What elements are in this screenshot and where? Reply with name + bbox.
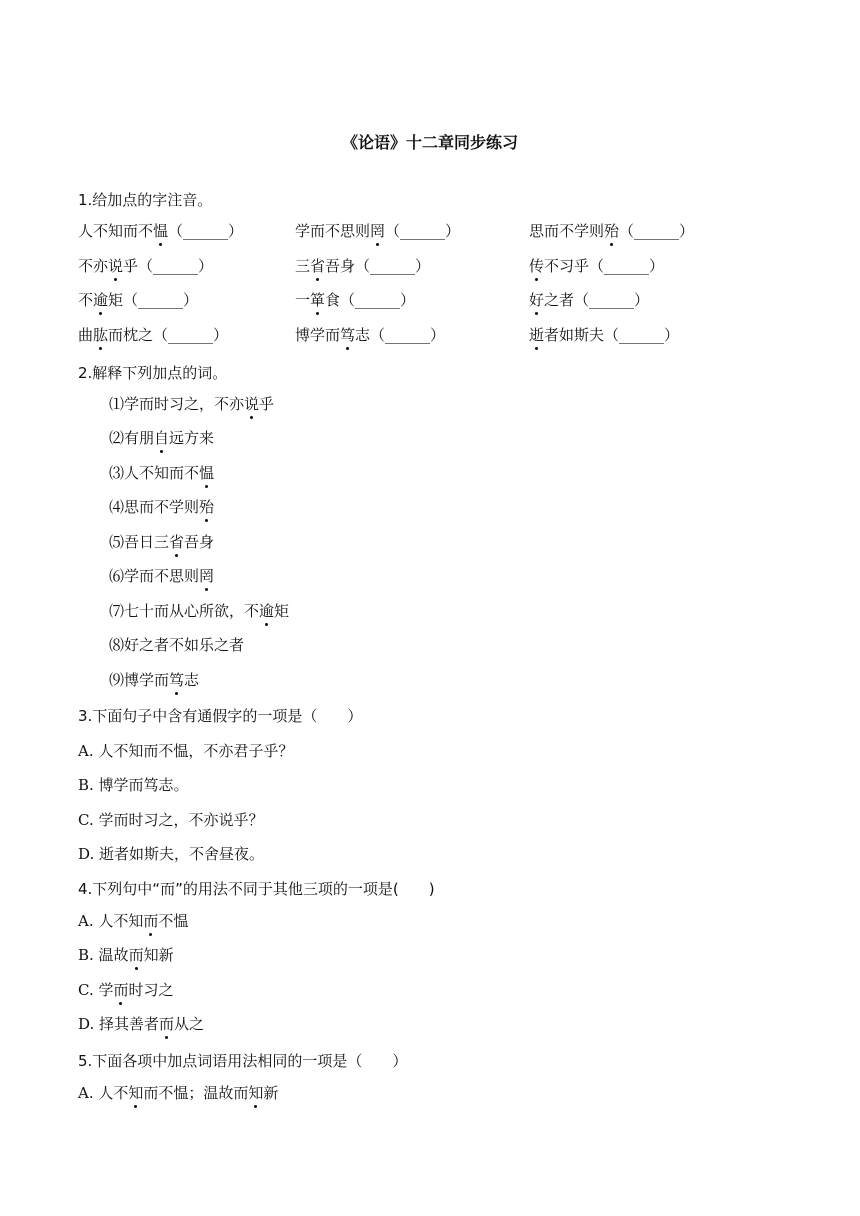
answer-blank: 志（______） bbox=[355, 326, 446, 344]
dotted-char: 说 bbox=[108, 257, 124, 275]
q1-item-text: 三 bbox=[295, 257, 311, 275]
q1-item bbox=[295, 324, 445, 346]
dotted-char: 传 bbox=[529, 257, 545, 275]
q2-item-text: 志 bbox=[184, 671, 200, 689]
q2-item-text: ⑸吾日三 bbox=[109, 533, 170, 551]
q1-item bbox=[529, 324, 679, 346]
q3-heading: 3.下面句子中含有通假字的一项是（ ） bbox=[78, 707, 363, 725]
q5-heading: 5.下面各项中加点词语用法相同的一项是（ ） bbox=[78, 1052, 408, 1070]
q2-item-text: ⑹学而不思则 bbox=[109, 567, 200, 585]
q1-item bbox=[78, 324, 228, 346]
q2-item-text: ⑺七十而从心所欲，不 bbox=[109, 602, 260, 620]
q2-item bbox=[109, 427, 214, 449]
dotted-char: 愠 bbox=[199, 464, 215, 482]
q1-item bbox=[78, 220, 243, 242]
q2-item bbox=[109, 462, 214, 484]
dotted-char: 肱 bbox=[93, 326, 109, 344]
dotted-char: 逾 bbox=[259, 602, 275, 620]
q5-option-text: A. 人不 bbox=[78, 1084, 129, 1102]
q1-item bbox=[295, 289, 415, 311]
answer-blank: 吾身（______） bbox=[325, 257, 431, 275]
q1-item-text: 博学而 bbox=[295, 326, 341, 344]
q4-option-text: 不愠 bbox=[158, 912, 189, 930]
dotted-char: 省 bbox=[169, 533, 185, 551]
dotted-char: 而 bbox=[159, 1015, 175, 1033]
q1-item-text: 曲 bbox=[78, 326, 94, 344]
dotted-char: 而 bbox=[128, 946, 144, 964]
q3-option-b: B. 博学而笃志。 bbox=[78, 776, 189, 794]
q3-option-d: D. 逝者如斯夫，不舍昼夜。 bbox=[78, 845, 265, 863]
q3-option-c: C. 学而时习之，不亦说乎？ bbox=[78, 811, 264, 829]
answer-blank: （______） bbox=[619, 222, 695, 240]
q1-item bbox=[295, 255, 430, 277]
q4-option-d bbox=[78, 1013, 204, 1035]
dotted-char: 而 bbox=[113, 981, 129, 999]
q2-item bbox=[109, 393, 274, 415]
q1-item-text: 思而不学则 bbox=[529, 222, 605, 240]
q1-item-text: 学而不思则 bbox=[295, 222, 371, 240]
q4-option-b bbox=[78, 944, 174, 966]
q1-item-text: 一 bbox=[295, 291, 311, 309]
dotted-char: 省 bbox=[310, 257, 326, 275]
q2-item-text: 乎 bbox=[259, 395, 275, 413]
answer-blank: （______） bbox=[385, 222, 461, 240]
q2-item-text: 吾身 bbox=[184, 533, 215, 551]
q4-option-text: 从之 bbox=[174, 1015, 205, 1033]
dotted-char: 自 bbox=[154, 429, 170, 447]
dotted-char: 愠 bbox=[153, 222, 169, 240]
q4-option-text: A. 人不知 bbox=[78, 912, 144, 930]
q1-item bbox=[78, 289, 198, 311]
answer-blank: 矩（______） bbox=[108, 291, 199, 309]
q4-option-text: B. 温故 bbox=[78, 946, 129, 964]
q1-item bbox=[529, 289, 649, 311]
answer-blank: 者如斯夫（______） bbox=[544, 326, 680, 344]
q2-item-text: ⑵有朋 bbox=[109, 429, 155, 447]
page-title: 《论语》十二章同步练习 bbox=[341, 133, 518, 152]
answer-blank: 乎（______） bbox=[123, 257, 214, 275]
answer-blank: 食（______） bbox=[325, 291, 416, 309]
q2-item-text: ⑷思而不学则 bbox=[109, 498, 200, 516]
dotted-char: 箪 bbox=[310, 291, 326, 309]
dotted-char: 罔 bbox=[199, 567, 215, 585]
q1-item-text: 不亦 bbox=[78, 257, 109, 275]
answer-blank: 不习乎（______） bbox=[544, 257, 665, 275]
q4-option-text: C. 学 bbox=[78, 981, 114, 999]
q2-item bbox=[109, 531, 214, 553]
q1-item-text: 不 bbox=[78, 291, 94, 309]
q4-option-a bbox=[78, 910, 188, 932]
q5-option-text: 而不愠；温故而 bbox=[143, 1084, 249, 1102]
dotted-char: 逾 bbox=[93, 291, 109, 309]
dotted-char: 而 bbox=[143, 912, 159, 930]
dotted-char: 殆 bbox=[604, 222, 620, 240]
q4-option-text: 时习之 bbox=[128, 981, 174, 999]
q1-item bbox=[78, 255, 213, 277]
dotted-char: 知 bbox=[128, 1084, 144, 1102]
q1-item bbox=[529, 220, 694, 242]
q5-option-text: 新 bbox=[263, 1084, 279, 1102]
dotted-char: 逝 bbox=[529, 326, 545, 344]
q2-item-text: ⑶人不知而不 bbox=[109, 464, 200, 482]
dotted-char: 殆 bbox=[199, 498, 215, 516]
q2-item-text: ⑼博学而 bbox=[109, 671, 170, 689]
q4-option-text: 知新 bbox=[143, 946, 174, 964]
q1-item-text: 人不知而不 bbox=[78, 222, 154, 240]
q2-item-text: 矩 bbox=[274, 602, 290, 620]
q2-item bbox=[109, 600, 289, 622]
dotted-char: 罔 bbox=[370, 222, 386, 240]
answer-blank: 而枕之（______） bbox=[108, 326, 229, 344]
answer-blank: 之者（______） bbox=[544, 291, 650, 309]
q3-option-a: A. 人不知而不愠，不亦君子乎？ bbox=[78, 742, 294, 760]
q2-item bbox=[109, 565, 214, 587]
q4-heading: 4.下列句中“而”的用法不同于其他三项的一项是( ) bbox=[78, 880, 435, 898]
dotted-char: 知 bbox=[248, 1084, 264, 1102]
q2-item-text: ⑴学而时习之，不亦 bbox=[109, 395, 245, 413]
q4-option-text: D. 择其善者 bbox=[78, 1015, 160, 1033]
q2-item-text: 远方来 bbox=[169, 429, 215, 447]
q2-heading: 2.解释下列加点的词。 bbox=[78, 364, 228, 382]
q1-item bbox=[529, 255, 664, 277]
answer-blank: （______） bbox=[168, 222, 244, 240]
q1-heading: 1.给加点的字注音。 bbox=[78, 191, 213, 209]
q2-item bbox=[109, 634, 244, 656]
q4-option-c bbox=[78, 979, 174, 1001]
dotted-char: 说 bbox=[244, 395, 260, 413]
dotted-char: 好 bbox=[529, 291, 545, 309]
q2-item bbox=[109, 669, 199, 691]
q1-item bbox=[295, 220, 460, 242]
q5-option-a bbox=[78, 1082, 278, 1104]
q2-item bbox=[109, 496, 214, 518]
dotted-char: 笃 bbox=[340, 326, 356, 344]
dotted-char: 笃 bbox=[169, 671, 185, 689]
q2-item-text: ⑻好之者不如乐之者 bbox=[109, 636, 245, 654]
